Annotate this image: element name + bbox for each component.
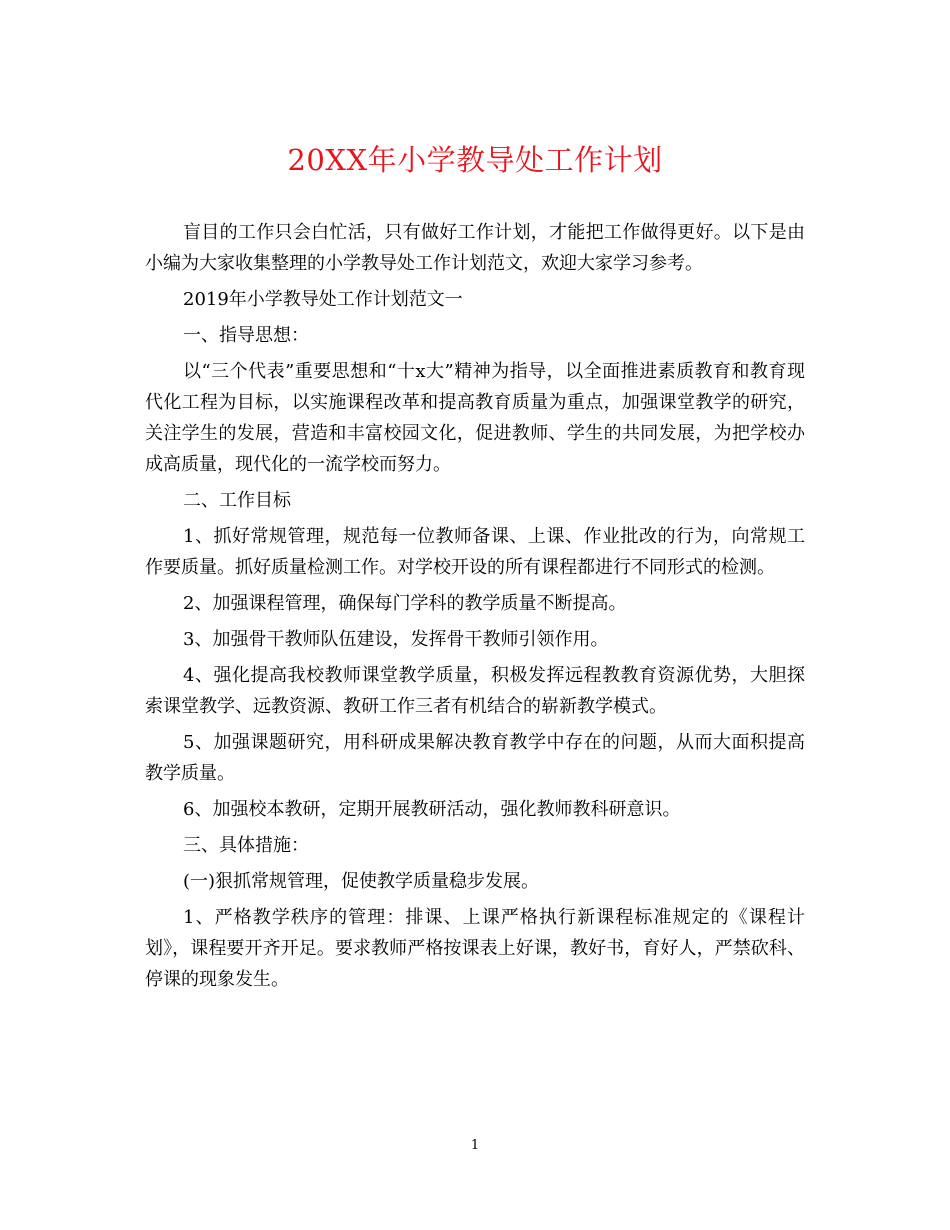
- subheading-measure-1: (一)狠抓常规管理，促使教学质量稳步发展。: [183, 871, 540, 892]
- document-title: 20XX年小学教导处工作计划: [287, 143, 663, 177]
- paragraph-goal-5: 5、加强课题研究，用科研成果解决教育教学中存在的问题，从而大面积提高教学质量。: [145, 732, 805, 784]
- document-body: [145, 217, 805, 1000]
- heading-measures: 三、具体措施：: [183, 835, 309, 856]
- paragraph-subtitle: 2019年小学教导处工作计划范文一: [183, 289, 463, 310]
- heading-work-goals: 二、工作目标: [183, 490, 291, 511]
- paragraph-measure-1-1: 1、严格教学秩序的管理：排课、上课严格执行新课程标准规定的《课程计划》，课程要开齐开足。要求教师严格按课表上好课，教好书，育好人，严禁砍科、停课的现象发生。: [145, 907, 805, 990]
- heading-guiding-ideology: 一、指导思想：: [183, 325, 309, 346]
- page-number: 1: [470, 1138, 480, 1153]
- paragraph-intro: 盲目的工作只会白忙活，只有做好工作计划，才能把工作做得更好。以下是由小编为大家收集整理的小学教导处工作计划范文，欢迎大家学习参考。: [145, 222, 805, 274]
- paragraph-guiding-ideology: 以“三个代表”重要思想和“十x大”精神为指导，以全面推进素质教育和教育现代化工程为目标，以实施课程改革和提高教育质量为重点，加强课堂教学的研究，关注学生的发展，营造和丰富校园文化，促进教师、学生的共同发展，为把学校办成高质量，现代化的一流学校而努力。: [145, 361, 805, 475]
- paragraph-goal-4: 4、强化提高我校教师课堂教学质量，积极发挥远程教教育资源优势，大胆探索课堂教学、远教资源、教研工作三者有机结合的崭新教学模式。: [145, 665, 805, 717]
- paragraph-goal-1: 1、抓好常规管理，规范每一位教师备课、上课、作业批改的行为，向常规工作要质量。抓好质量检测工作。对学校开设的所有课程都进行不同形式的检测。: [145, 526, 805, 578]
- paragraph-goal-3: 3、加强骨干教师队伍建设，发挥骨干教师引领作用。: [183, 629, 609, 650]
- paragraph-goal-6: 6、加强校本教研，定期开展教研活动，强化教师教科研意识。: [183, 799, 681, 820]
- paragraph-goal-2: 2、加强课程管理，确保每门学科的教学质量不断提高。: [183, 593, 627, 614]
